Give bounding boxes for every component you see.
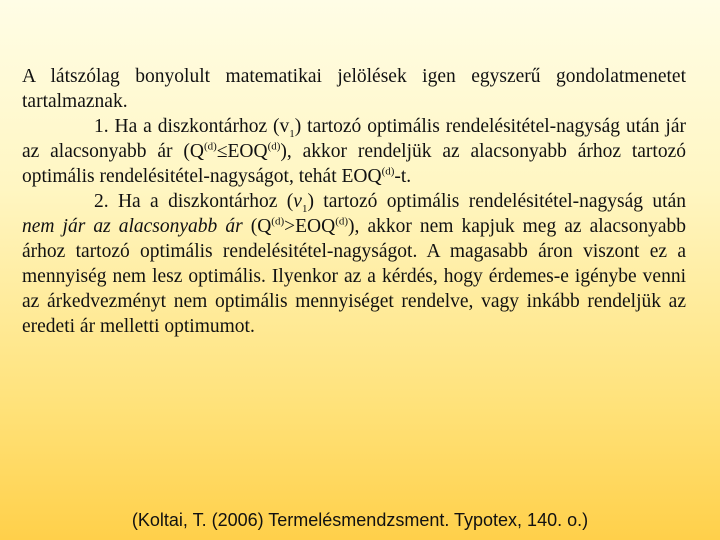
point-1-paragraph [22,114,686,189]
point-1-subscript: 1 [289,127,295,140]
point-1-text-e: -t. [394,166,412,187]
point-2-variable: v [293,191,302,212]
citation: (Koltai, T. (2006) Termelésmendzsment. Typotex, 140. o.) [131,510,589,530]
point-1-text-c: ≤EOQ [216,141,268,162]
point-1-superscript-2: (d) [267,140,281,153]
point-2-text-a: 2. Ha a diszkontárhoz ( [94,191,294,212]
point-1-text-a: 1. Ha a diszkontárhoz (v [94,116,290,137]
point-2-paragraph [22,189,686,339]
point-1-text-d: ), akkor rendeljük az alacsonyabb árhoz tartozó optimális rendelésitétel-nagyságot, tehát EOQ [22,141,686,187]
point-2-text-c: (Q [242,216,272,237]
point-1-superscript-1: (d) [203,140,217,153]
slide-body [22,64,686,339]
point-2-superscript-1: (d) [271,215,285,228]
point-2-text-e: ), akkor nem kapjuk meg az alacsonyabb árhoz tartozó optimális rendelésitétel-nagyságot. A magasabb áron viszont ez a mennyiség nem lesz optimális. Ilyenkor az a kérdés, hogy érdemes-e igénybe venni az árkedvezményt nem optimális mennyiséget rendelve, vagy inkább rendeljük az eredeti ár melletti optimumot. [22,216,686,337]
intro-paragraph: A látszólag bonyolult matematikai jelölések igen egyszerű gondolatmenetet tartalmaznak. [22,66,686,112]
point-2-superscript-2: (d) [335,215,349,228]
point-2-text-d: >EOQ [284,216,336,237]
point-2-italic-phrase: nem jár az alacsonyabb ár [22,216,243,237]
point-1-superscript-3: (d) [381,165,395,178]
point-2-subscript: 1 [301,202,308,215]
point-2-text-b: ) tartozó optimális rendelésitétel-nagyság után [307,191,686,212]
point-1-text-b: ) tartozó optimális rendelésitétel-nagyság után jár az alacsonyabb ár (Q [22,116,686,162]
